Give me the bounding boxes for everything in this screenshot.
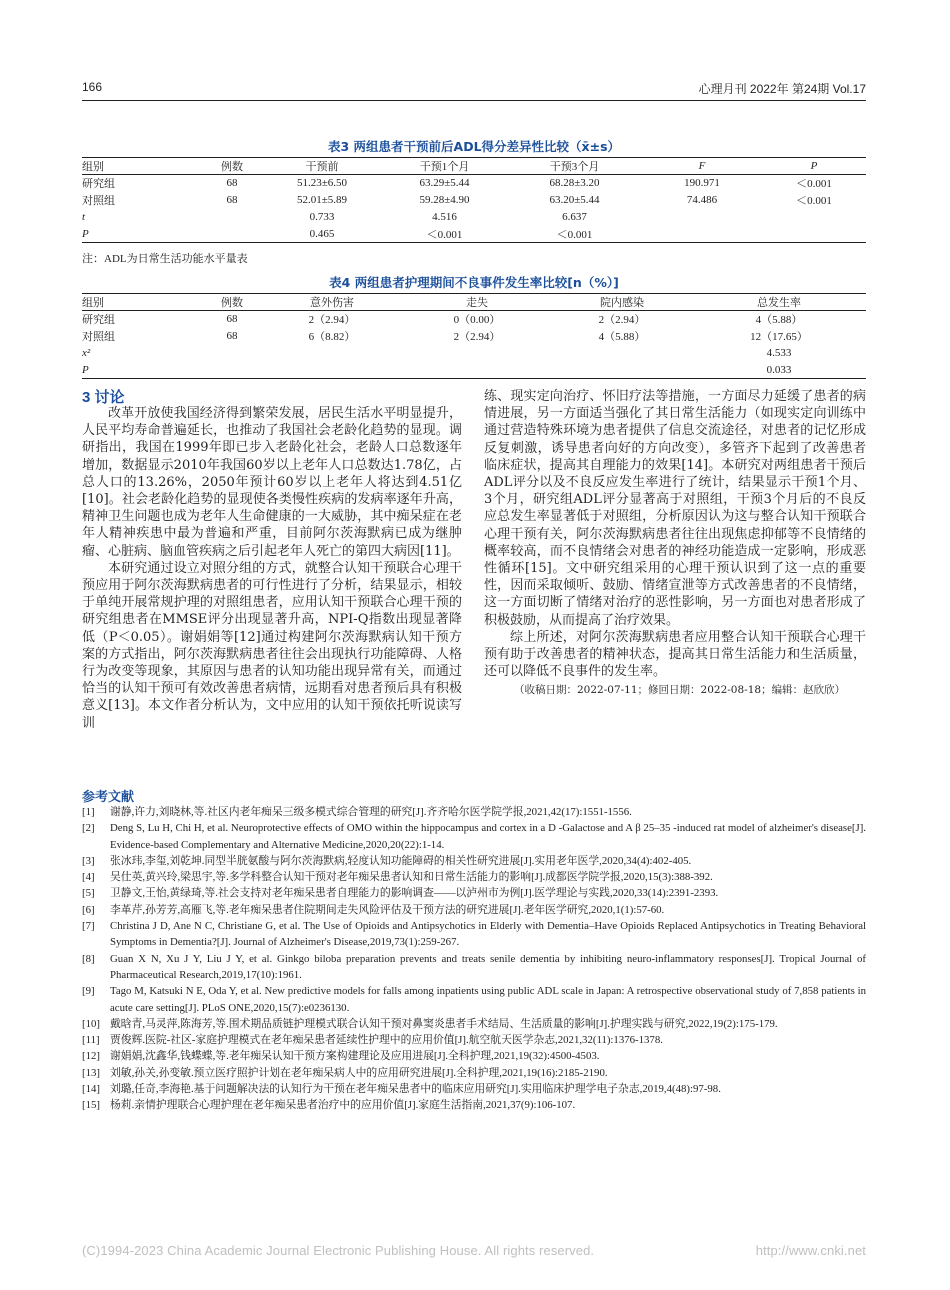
table-cell: P bbox=[82, 362, 202, 379]
table-row bbox=[82, 192, 866, 209]
reference-number: [10] bbox=[82, 1017, 100, 1030]
reference-item bbox=[82, 1065, 866, 1081]
table-cell: 59.28±4.90 bbox=[419, 194, 470, 206]
reference-text: 戴晗青,马灵萍,陈海芳,等.围术期品质链护理模式联合认知干预对鼻窦炎患者手术结局、生活质量的影响[J].护理实践与研究,2022,19(2):175-179. bbox=[110, 1017, 778, 1030]
reference-text: 吴仕英,黄兴玲,梁思宇,等.多学科整合认知干预对老年痴呆患者认知和日常生活能力的影响[J].成都医学院学报,2020,15(3):388-392. bbox=[110, 871, 713, 884]
table-cell: 0（0.00） bbox=[453, 314, 501, 327]
received-dates: （收稿日期：2022-07-11；修回日期：2022-08-18；编辑：赵欣欣） bbox=[514, 684, 846, 697]
reference-item bbox=[82, 804, 866, 820]
discussion-paragraph: 改革开放使我国经济得到繁荣发展，居民生活水平明显提升，人民平均寿命普遍延长，也推动了我国社会老龄化趋势的显现。调研指出，我国在1999年即已步入老龄化社会，老龄人口总数逐年增加，数据显示2010年我国60岁以上老年人口总数达1.78亿，占总人口的13.26%，2050年预计60岁以上老年人将达到4.51亿[10]。社会老龄化趋势的显现使各类慢性疾病的发病率逐年升高，精神卫生问题也成为老年人生命健康的一大威胁，其中痴呆症在老年人精神疾患中最为普遍和严重，目前阿尔茨海默病已成为继肿瘤、心脏病、脑血管疾病之后引起老年人死亡的第四大病因[11]。 bbox=[82, 406, 462, 559]
table-cell: P bbox=[82, 226, 202, 243]
table-cell: 68 bbox=[226, 313, 238, 326]
reference-text: 卫静文,王怡,黄绿琦,等.社会支持对老年痴呆患者自理能力的影响调查——以泸州市为例[J].医学理论与实践,2020,33(14):2391-2393. bbox=[110, 887, 719, 900]
discussion-paragraph: 综上所述，对阿尔茨海默病患者应用整合认知干预联合心理干预有助于改善患者的精神状态，提高其日常生活能力和生活质量，还可以降低不良事件的发生率。 bbox=[484, 629, 866, 680]
table-cell: 6（8.82） bbox=[308, 331, 356, 343]
table-cell bbox=[762, 209, 866, 226]
table-cell: 0.733 bbox=[309, 211, 335, 223]
reference-item bbox=[82, 902, 866, 918]
table-cell bbox=[402, 362, 552, 379]
table-cell: 63.20±5.44 bbox=[549, 194, 600, 206]
table-cell bbox=[262, 345, 402, 362]
table3 bbox=[82, 157, 866, 243]
table-cell: 190.971 bbox=[684, 177, 720, 190]
table-header-cell: F bbox=[642, 158, 762, 175]
references-heading: 参考文献 bbox=[82, 789, 135, 804]
table-cell bbox=[202, 345, 262, 362]
reference-item bbox=[82, 951, 866, 984]
reference-item bbox=[82, 885, 866, 901]
table-cell: 6.637 bbox=[562, 211, 587, 223]
table-header-cell: P bbox=[762, 158, 866, 175]
table-cell: 4.533 bbox=[766, 347, 792, 359]
table-header-cell: 总发生率 bbox=[692, 294, 866, 311]
table-header-row bbox=[82, 158, 866, 175]
table-cell: ＜0.001 bbox=[382, 226, 507, 243]
reference-item bbox=[82, 1032, 866, 1048]
table4 bbox=[82, 293, 866, 379]
table-row bbox=[82, 175, 866, 192]
reference-text: Christina J D, Ane N C, Christiane G, et al. The Use of Opioids and Antipsychotics in Elderly with Dementia–Have Opioids Replaced Antipsychotics in Treating Behavioral Symptoms in Dementia?[J]. Journal of Alzheimer's Disease,2019,73(1):259-267. bbox=[110, 920, 866, 949]
copyright-notice: (C)1994-2023 China Academic Journal Electronic Publishing House. All rights reserved. bbox=[82, 1243, 595, 1258]
table-cell: ＜0.001 bbox=[796, 195, 832, 207]
reference-number: [6] bbox=[82, 903, 95, 916]
reference-item bbox=[82, 1097, 866, 1113]
reference-item bbox=[82, 1048, 866, 1064]
table-cell: 研究组 bbox=[82, 314, 115, 327]
table-cell: 2（2.94） bbox=[453, 331, 501, 343]
table4-caption: 表4 两组患者护理期间不良事件发生率比较[n（%）] bbox=[329, 275, 619, 290]
table-cell bbox=[202, 362, 262, 379]
table-cell: 51.23±6.50 bbox=[296, 177, 348, 190]
table3-note: 注：ADL为日常生活功能水平量表 bbox=[82, 253, 248, 265]
table-row bbox=[82, 209, 866, 226]
table-header-cell: 组别 bbox=[82, 158, 202, 175]
table-header-cell: 组别 bbox=[82, 294, 202, 311]
reference-item bbox=[82, 820, 866, 853]
table-cell: 对照组 bbox=[82, 331, 115, 343]
reference-text: 张冰玮,李玺,刘乾坤.同型半胱氨酸与阿尔茨海默病,轻度认知功能障碍的相关性研究进展[J].实用老年医学,2020,34(4):402-405. bbox=[110, 854, 692, 867]
table-header-cell: 走失 bbox=[402, 294, 552, 311]
reference-number: [8] bbox=[82, 952, 95, 965]
table-cell: 52.01±5.89 bbox=[296, 194, 348, 206]
reference-number: [11] bbox=[82, 1034, 100, 1047]
table-cell bbox=[762, 226, 866, 243]
table-cell: x² bbox=[82, 347, 91, 359]
reference-text: Guan X N, Xu J Y, Liu J Y, et al. Ginkgo biloba preparation prevents and treats senile dementia by inhibiting neuro-inflammatory responses[J]. Tropical Journal of Pharmaceutical Research,2019,17(10):1961. bbox=[110, 952, 866, 981]
table-cell bbox=[552, 362, 692, 379]
reference-text: 刘璐,任奇,李海艳.基于问题解决法的认知行为干预在老年痴呆患者中的临床应用研究[J].实用临床护理学电子杂志,2019,4(48):97-98. bbox=[110, 1083, 721, 1096]
table-header-row bbox=[82, 294, 866, 311]
left-column bbox=[82, 405, 462, 732]
table-cell: 68.28±3.20 bbox=[549, 177, 600, 190]
header-rule bbox=[82, 100, 866, 101]
table-row bbox=[82, 311, 866, 328]
table-cell: 2（2.94） bbox=[308, 314, 356, 327]
table-cell bbox=[642, 209, 762, 226]
reference-text: 刘敏,孙关,孙变敏.预立医疗照护计划在老年痴呆病人中的应用研究进展[J].全科护理,2021,19(16):2185-2190. bbox=[110, 1066, 608, 1079]
table-cell: 63.29±5.44 bbox=[419, 177, 470, 190]
table-cell: 2（2.94） bbox=[598, 314, 646, 327]
reference-item bbox=[82, 1081, 866, 1097]
reference-text: Tago M, Katsuki N E, Oda Y, et al. New predictive models for falls among inpatients using public ADL scale in Japan: A retrospective observational study of 7,858 patients in acute care setting[J]. PLoS ONE,2020,15(7):e0236130. bbox=[110, 985, 866, 1014]
table-row bbox=[82, 226, 866, 243]
table-header-cell: 意外伤害 bbox=[262, 294, 402, 311]
section-heading-discussion: 3 讨论 bbox=[82, 389, 125, 406]
table-cell bbox=[262, 362, 402, 379]
reference-item bbox=[82, 983, 866, 1016]
reference-item bbox=[82, 869, 866, 885]
reference-text: 谢静,许力,刘晓林,等.社区内老年痴呆三级多模式综合管理的研究[J].齐齐哈尔医学院学报,2021,42(17):1551-1556. bbox=[110, 806, 632, 818]
table-header-cell: 干预前 bbox=[262, 158, 382, 175]
reference-item bbox=[82, 853, 866, 869]
table-cell: ＜0.001 bbox=[507, 226, 642, 243]
table-header-cell: 院内感染 bbox=[552, 294, 692, 311]
reference-number: [9] bbox=[82, 985, 95, 998]
table-cell bbox=[552, 345, 692, 362]
footer-url: http://www.cnki.net bbox=[755, 1243, 866, 1258]
table3-caption: 表3 两组患者干预前后ADL得分差异性比较（x̄±s） bbox=[327, 139, 621, 154]
reference-number: [5] bbox=[82, 887, 95, 900]
table-row bbox=[82, 328, 866, 345]
reference-number: [14] bbox=[82, 1083, 100, 1096]
table-cell: 4.516 bbox=[432, 211, 457, 223]
reference-text: Deng S, Lu H, Chi H, et al. Neuroprotective effects of OMO within the hippocampus and cortex in a D -Galactose and A β 25–35 -induced rat model of alzheimer's disease[J]. Evidence-based Complementary and Alternative Medicine,2020,20(22):1-14. bbox=[110, 822, 866, 851]
table-cell: t bbox=[82, 211, 86, 223]
table-cell bbox=[202, 209, 262, 226]
table-cell: 4（5.88） bbox=[598, 331, 646, 343]
table-cell bbox=[202, 226, 262, 243]
reference-number: [13] bbox=[82, 1066, 100, 1079]
references-list bbox=[82, 804, 866, 1114]
discussion-paragraph-continued: 练、现实定向治疗、怀旧疗法等措施，一方面尽力延缓了患者的病情进展，另一方面适当强化了其日常生活能力（如现实定向训练中通过营造特殊环境为患者提供了信息交流途径，对患者的记忆形成反复刺激，诱导患者向好的方向改变），多管齐下起到了改善患者临床症状，提高其自理能力的效果[14]。本研究对两组患者干预后ADL评分以及不良反应发生率进行了统计，结果显示干预1个月、3个月，研究组ADL评分显著高于对照组，干预3个月后的不良反应总发生率显著低于对照组，分析原因认为这与整合认知干预联合心理干预有关，阿尔茨海默病患者往往出现焦虑抑郁等不良情绪的概率较高，而不良情绪会对患者的神经功能造成一定影响，形成恶性循环[15]。文中研究组采用的心理干预认识到了这一点的重要性，因而采取倾听、鼓励、情绪宣泄等方式改善患者的不良情绪，这一方面切断了情绪对治疗的恶性影响，另一方面也对患者形成了积极鼓励，从而提高了治疗效果。 bbox=[484, 389, 866, 628]
reference-text: 贾俊辉.医院-社区-家庭护理模式在老年痴呆患者延续性护理中的应用价值[J].航空航天医学杂志,2021,32(11):1376-1378. bbox=[110, 1034, 663, 1047]
table-cell: 0.033 bbox=[692, 362, 866, 379]
reference-text: 谢娟娟,沈鑫华,钱蝶蝶,等.老年痴呆认知干预方案构建理论及应用进展[J].全科护理,2021,19(32):4500-4503. bbox=[110, 1050, 600, 1063]
reference-number: [3] bbox=[82, 854, 95, 867]
reference-text: 杨莉.亲情护理联合心理护理在老年痴呆患者治疗中的应用价值[J].家庭生活指南,2021,37(9):106-107. bbox=[110, 1099, 576, 1112]
reference-number: [15] bbox=[82, 1099, 100, 1112]
reference-number: [12] bbox=[82, 1050, 100, 1063]
right-column bbox=[484, 388, 866, 700]
discussion-paragraph: 本研究通过设立对照分组的方式，就整合认知干预联合心理干预应用于阿尔茨海默病患者的可行性进行了分析，结果显示，相较于单纯开展常规护理的对照组患者，应用认知干预联合心理干预的研究组患者在MMSE评分出现显著升高，NPI-Q指数出现显著降低（P＜0.05）。谢娟娟等[12]通过构建阿尔茨海默病认知干预方案的方式指出，阿尔茨海默病患者往往会出现执行功能障碍、人格行为改变等现象，其原因与患者的认知功能出现异常有关，而通过恰当的认知干预可有效改善患者病情，远期看对患者预后具有积极意义[13]。本文作者分析认为，文中应用的认知干预依托听说读写训 bbox=[82, 560, 462, 731]
journal-info: 心理月刊 2022年 第24期 Vol.17 bbox=[698, 82, 866, 96]
reference-item bbox=[82, 918, 866, 951]
reference-number: [1] bbox=[82, 806, 95, 818]
table-cell: 研究组 bbox=[82, 178, 115, 191]
table-row bbox=[82, 362, 866, 379]
reference-number: [2] bbox=[82, 822, 95, 835]
table-cell bbox=[642, 226, 762, 243]
table-row bbox=[82, 345, 866, 362]
table-cell: 4（5.88） bbox=[755, 314, 803, 327]
table-cell: ＜0.001 bbox=[796, 178, 832, 191]
reference-number: [7] bbox=[82, 920, 95, 933]
table-cell: 68 bbox=[226, 194, 238, 206]
table-cell: 12（17.65） bbox=[750, 331, 808, 343]
table-cell: 68 bbox=[226, 330, 238, 342]
table-cell bbox=[402, 345, 552, 362]
table-header-cell: 例数 bbox=[202, 158, 262, 175]
table-cell: 74.486 bbox=[686, 194, 718, 206]
table-header-cell: 干预1个月 bbox=[382, 158, 507, 175]
reference-number: [4] bbox=[82, 871, 95, 884]
table-header-cell: 例数 bbox=[202, 294, 262, 311]
table-header-cell: 干预3个月 bbox=[507, 158, 642, 175]
page-number: 166 bbox=[82, 80, 103, 94]
table-cell: 0.465 bbox=[262, 226, 382, 243]
table-cell: 68 bbox=[226, 177, 238, 190]
reference-item bbox=[82, 1016, 866, 1032]
reference-text: 李革芹,孙芳芳,高雁飞,等.老年痴呆患者住院期间走失风险评估及干预方法的研究进展[J].老年医学研究,2020,1(1):57-60. bbox=[110, 903, 665, 916]
table-cell: 对照组 bbox=[82, 195, 115, 207]
